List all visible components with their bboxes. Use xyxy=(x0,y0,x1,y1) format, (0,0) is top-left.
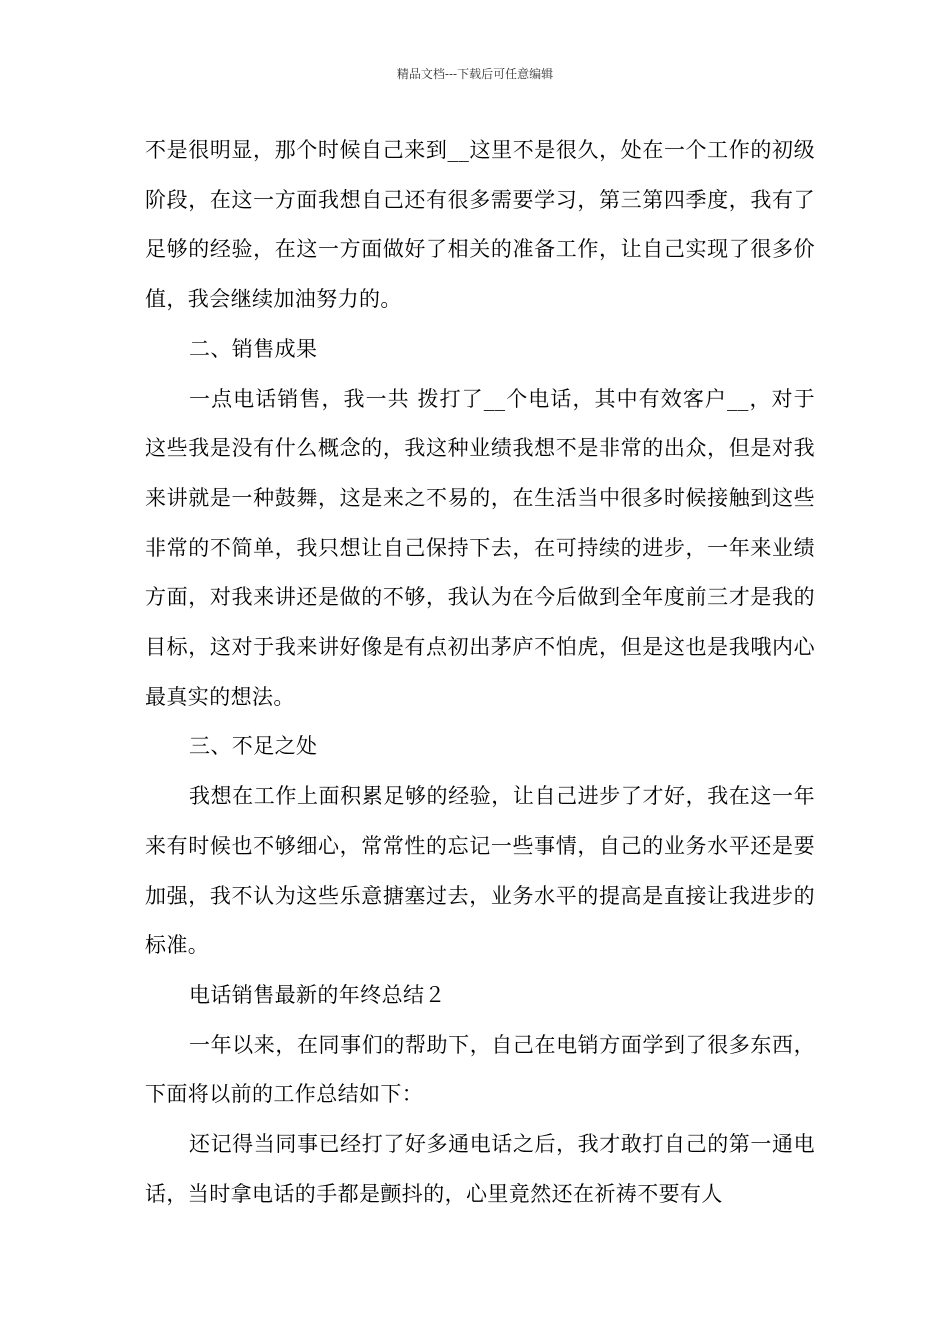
document-body xyxy=(145,126,815,1219)
section-heading-shortcomings: 三、不足之处 xyxy=(189,734,318,759)
paragraph-continuation: 不是很明显，那个时候自己来到__这里不是很久，处在一个工作的初级阶段，在这一方面我想自己还有很多需要学习，第三第四季度，我有了足够的经验，在这一方面做好了相关的准备工作，让自己实现了很多价值，我会继续加油努力的。 xyxy=(145,138,815,312)
paragraph-first-call: 还记得当同事已经打了好多通电话之后，我才敢打自己的第一通电话，当时拿电话的手都是颤抖的，心里竟然还在祈祷不要有人 xyxy=(145,1132,815,1206)
paragraph-sales-results: 一点电话销售，我一共 拨打了__个电话，其中有效客户__，对于这些我是没有什么概念的，我这种业绩我想不是非常的出众，但是对我来讲就是一种鼓舞，这是来之不易的，在生活当中很多时候接触到这些非常的不简单，我只想让自己保持下去，在可持续的进步，一年来业绩方面，对我来讲还是做的不够，我认为在今后做到全年度前三才是我的目标，这对于我来讲好像是有点初出茅庐不怕虎，但是这也是我哦内心最真实的想法。 xyxy=(145,386,815,709)
section-heading-sales-results: 二、销售成果 xyxy=(189,336,318,361)
document-subtitle-summary-2: 电话销售最新的年终总结２ xyxy=(189,982,446,1007)
paragraph-shortcomings: 我想在工作上面积累足够的经验，让自己进步了才好，我在这一年来有时候也不够细心，常常性的忘记一些事情，自己的业务水平还是要加强，我不认为这些乐意搪塞过去，业务水平的提高是直接让我进步的标准。 xyxy=(145,784,815,958)
paragraph-year-intro: 一年以来，在同事们的帮助下，自己在电销方面学到了很多东西，下面将以前的工作总结如下： xyxy=(145,1032,815,1107)
page-header: 精品文档---下载后可任意编辑 xyxy=(396,67,554,81)
